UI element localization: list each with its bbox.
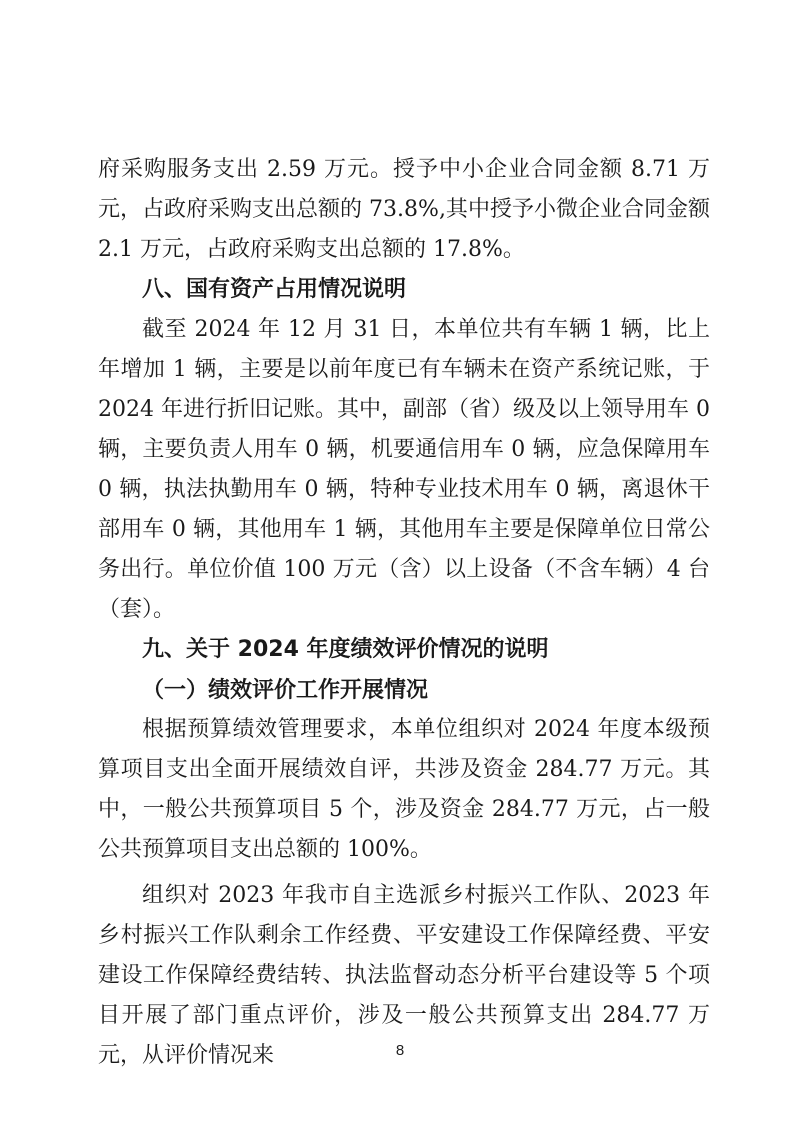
section-heading-8: 八、国有资产占用情况说明 [142, 277, 407, 302]
section-heading-9: 九、关于 2024 年度绩效评价情况的说明 [142, 637, 549, 662]
document-body [98, 150, 710, 1076]
paragraph-key-evaluation: 组织对 2023 年我市自主选派乡村振兴工作队、2023 年乡村振兴工作队剩余工作经费、平安建设工作保障经费、平安建设工作保障经费结转、执法监督动态分析平台建设等 5 个项目开展了部门重点评价，涉及一般公共预算支出 284.77 万元，从评价情况来 [98, 883, 710, 1068]
subsection-heading-9-1: （一）绩效评价工作开展情况 [142, 677, 429, 703]
paragraph-performance-self-evaluation: 根据预算绩效管理要求，本单位组织对 2024 年度本级预算项目支出全面开展绩效自评，共涉及资金 284.77 万元。其中，一般公共预算项目 5 个，涉及资金 284.77 万元，占一般公共预算项目支出总额的 100%。 [98, 717, 710, 862]
page-number: 8 [395, 1042, 405, 1059]
paragraph-procurement: 府采购服务支出 2.59 万元。授予中小企业合同金额 8.71 万元，占政府采购支出总额的 73.8%,其中授予小微企业合同金额 2.1 万元，占政府采购支出总额的 17.8%。 [98, 157, 710, 262]
paragraph-state-assets: 截至 2024 年 12 月 31 日，本单位共有车辆 1 辆，比上年增加 1 辆，主要是以前年度已有车辆未在资产系统记账，于 2024 年进行折旧记账。其中，副部（省）级及以上领导用车 0 辆，主要负责人用车 0 辆，机要通信用车 0 辆，应急保障用车 0 辆，执法执勤用车 0 辆，特种专业技术用车 0 辆，离退休干部用车 0 辆，其他用车 1 辆，其他用车主要是保障单位日常公务出行。单位价值 100 万元（含）以上设备（不含车辆）4 台（套）。 [98, 317, 710, 622]
